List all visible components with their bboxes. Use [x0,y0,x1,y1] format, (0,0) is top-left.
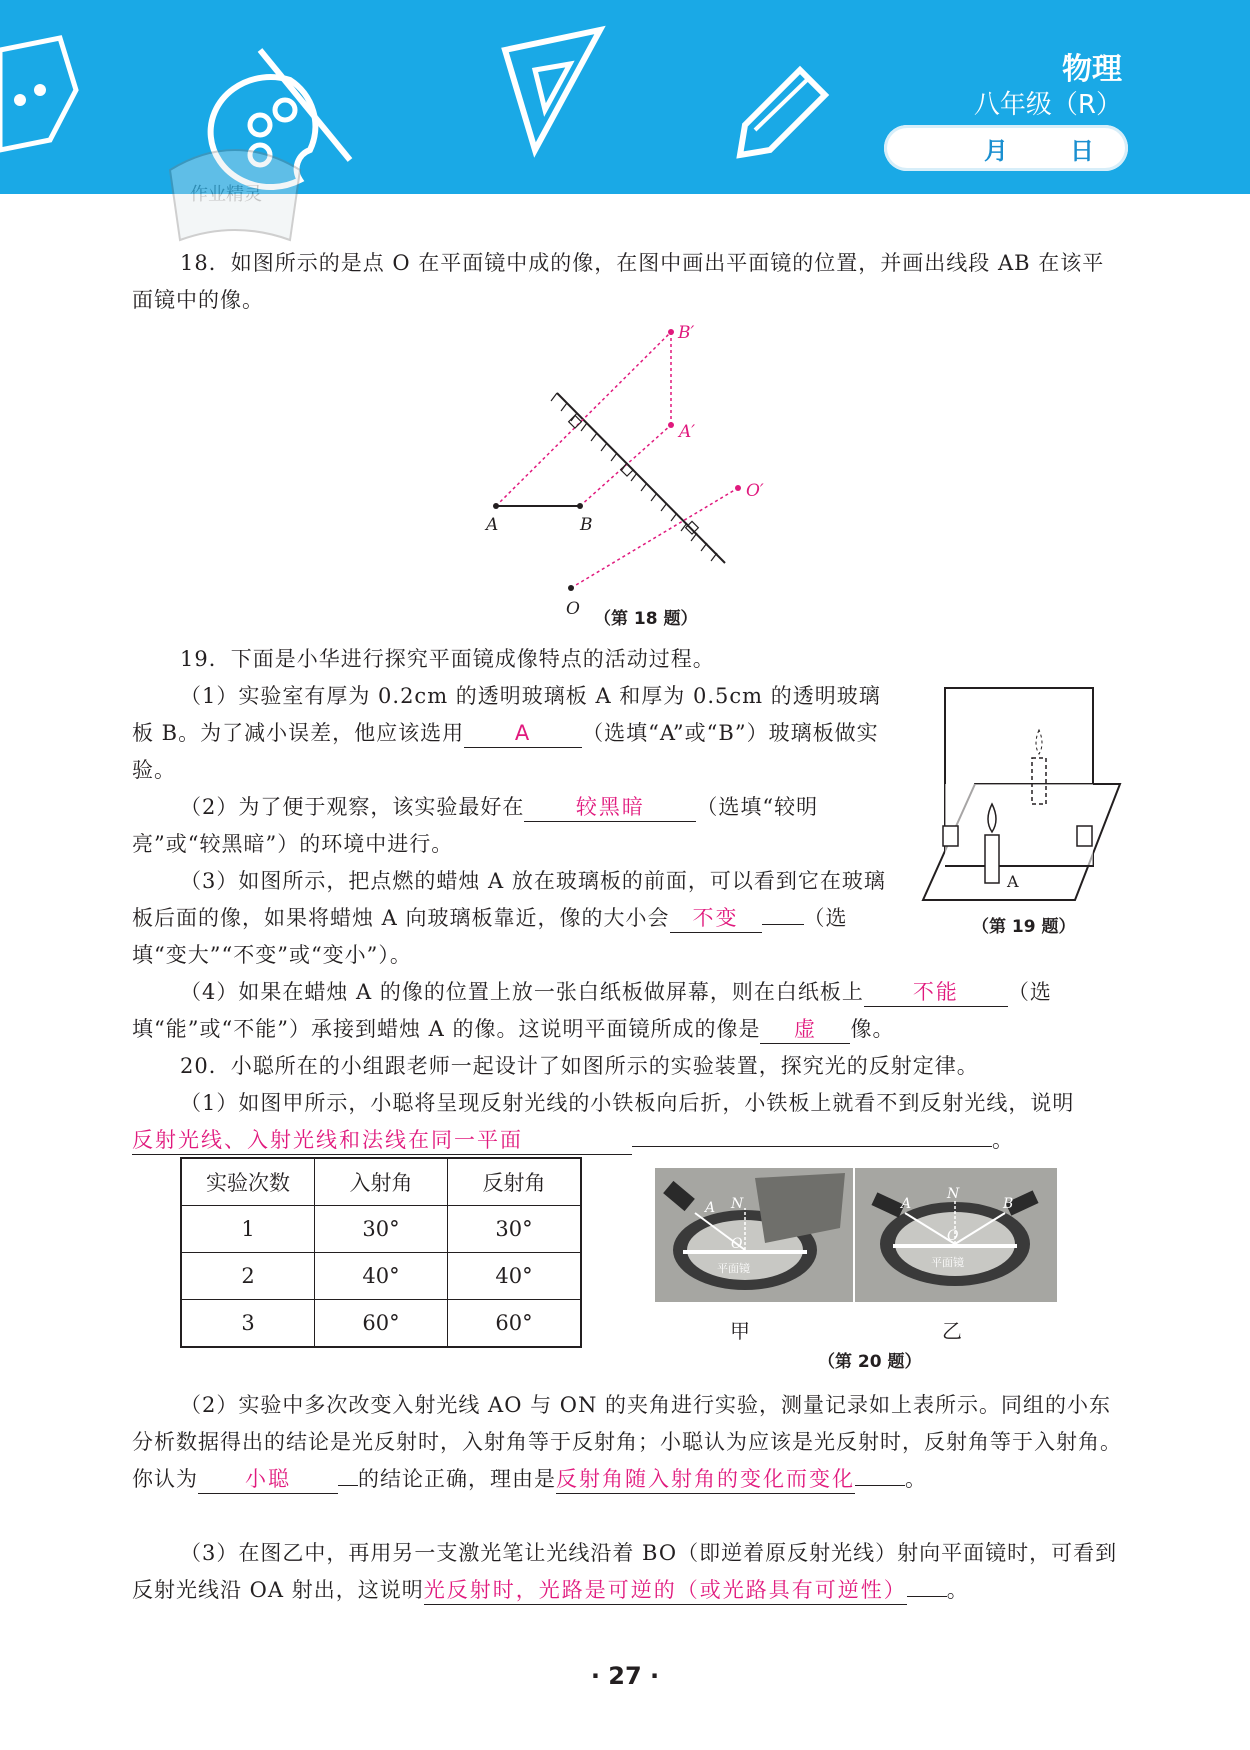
page-number: · 27 · [590,1662,660,1690]
q20-answer1: 反射光线、入射光线和法线在同一平面 [132,1126,632,1155]
q18-text: 18．如图所示的是点 O 在平面镜中成的像，在图中画出平面镜的位置，并画出线段 AB 在该平面镜中的像。 [132,251,1105,312]
q20-answer4: 光反射时，光路是可逆的（或光路具有可逆性） [424,1576,907,1605]
svg-text:O: O [731,1236,743,1252]
q20-intro: 20．小聪所在的小组跟老师一起设计了如图所示的实验装置，探究光的反射定律。 [180,1054,979,1078]
svg-text:O: O [947,1228,959,1244]
q19-part3: （3）如图所示，把点燃的蜡烛 A 放在玻璃板的前面，可以看到它在玻璃板后面的像，如果将蜡烛 A 向玻璃板靠近，像的大小会 不变 （选填“变大”“不变”或“变小”）。 [132,869,886,967]
candle-label: A [1007,872,1019,891]
svg-text:A: A [705,1200,716,1216]
table-row [181,1300,581,1348]
q20-part3: （3）在图乙中，再用另一支激光笔让光线沿着 BO（即逆着原反射光线）射向平面镜时，可看到反射光线沿 OA 射出，这说明光反射时，光路是可逆的（或光路具有可逆性） 。 [132,1535,1122,1609]
svg-text:N: N [947,1186,960,1202]
q20-part2: （2）实验中多次改变入射光线 AO 与 ON 的夹角进行实验，测量记录如上表所示。同组的小东分析数据得出的结论是光反射时，入射角等于反射角；小聪认为应该是光反射时，反射角等于入射角。你认为 小聪 的结论正确，理由是反射角随入射角的变化而变化 。 [132,1387,1122,1498]
q20-answer3: 反射角随入射角的变化而变化 [556,1465,855,1494]
table-cell: 40° [315,1253,448,1300]
candle-a [985,835,999,883]
q19-part2: （2）为了便于观察，该实验最好在 较黑暗 （选填“较明亮”或“较黑暗”）的环境中进行。 [132,795,819,856]
svg-text:平面镜: 平面镜 [717,1262,750,1275]
subject-title: 物理 [1062,52,1122,87]
label-a-prime: A′ [679,422,696,442]
q19-intro: 19．下面是小华进行探究平面镜成像特点的活动过程。 [180,647,715,671]
q19-answer5: 虚 [760,1015,850,1044]
set-square-icon [490,20,610,160]
table-header: 反射角 [448,1158,582,1206]
q19-caption: （第 19 题） [972,917,1076,937]
q19-part4: （4）如果在蜡烛 A 的像的位置上放一张白纸板做屏幕，则在白纸板上 不能 （选填“能”或“不能”）承接到蜡烛 A 的像。这说明平面镜所成的像是 虚 像。 [132,974,1122,1048]
label-a: A [486,515,499,535]
plane-mirror [557,393,725,563]
q19-answer3: 不变 [670,904,762,933]
q18-caption: （第 18 题） [594,609,698,629]
photo-jia [655,1168,853,1302]
svg-text:平面镜: 平面镜 [931,1256,964,1269]
table-cell: 1 [181,1206,315,1253]
table-header: 实验次数 [181,1158,315,1206]
q19-answer2: 较黑暗 [524,793,696,822]
table-cell: 30° [448,1206,582,1253]
table-cell: 3 [181,1300,315,1348]
pencil-icon [730,55,840,165]
label-b: B [580,515,593,535]
photo-yi [855,1168,1057,1302]
month-label: 月 [984,136,1008,165]
stamp-text: 作业精灵 [190,184,262,205]
svg-text:A: A [901,1196,912,1212]
skate-icon [0,30,80,150]
table-cell: 30° [315,1206,448,1253]
q19-answer1: A [464,719,582,748]
q19-answer4: 不能 [864,978,1008,1007]
photo-jia-label: 甲 [730,1319,750,1343]
svg-text:B: B [1003,1196,1014,1212]
day-label: 日 [1070,136,1094,165]
grade-label: 八年级（R） [973,90,1122,120]
q19-part1: （1）实验室有厚为 0.2cm 的透明玻璃板 A 和厚为 0.5cm 的透明玻璃板 B。为了减小误差，他应该选用 A （选填“A”或“B”）玻璃板做实验。 [132,684,881,782]
label-o: O [566,599,580,619]
table-header: 入射角 [315,1158,448,1206]
q20-answer2: 小聪 [198,1465,338,1494]
q20-part1: （1）如图甲所示，小聪将呈现反射光线的小铁板向后折，小铁板上就看不到反射光线，说明反射光线、入射光线和法线在同一平面 。 [132,1085,1122,1159]
table-cell: 60° [448,1300,582,1348]
q19-diagram [915,680,1125,905]
label-b-prime: B′ [678,323,695,343]
table-cell: 60° [315,1300,448,1348]
watermark-stamp [160,140,310,250]
photo-yi-label: 乙 [942,1319,962,1343]
label-o-prime: O′ [746,481,764,501]
table-cell: 40° [448,1253,582,1300]
table-cell: 2 [181,1253,315,1300]
date-field [884,125,1128,171]
table-row [181,1253,581,1300]
results-table [180,1157,582,1348]
table-header-row [181,1158,581,1206]
mirror-hatching [551,393,717,561]
table-row [181,1206,581,1253]
q20-caption: （第 20 题） [818,1352,922,1372]
svg-text:N: N [731,1196,744,1212]
